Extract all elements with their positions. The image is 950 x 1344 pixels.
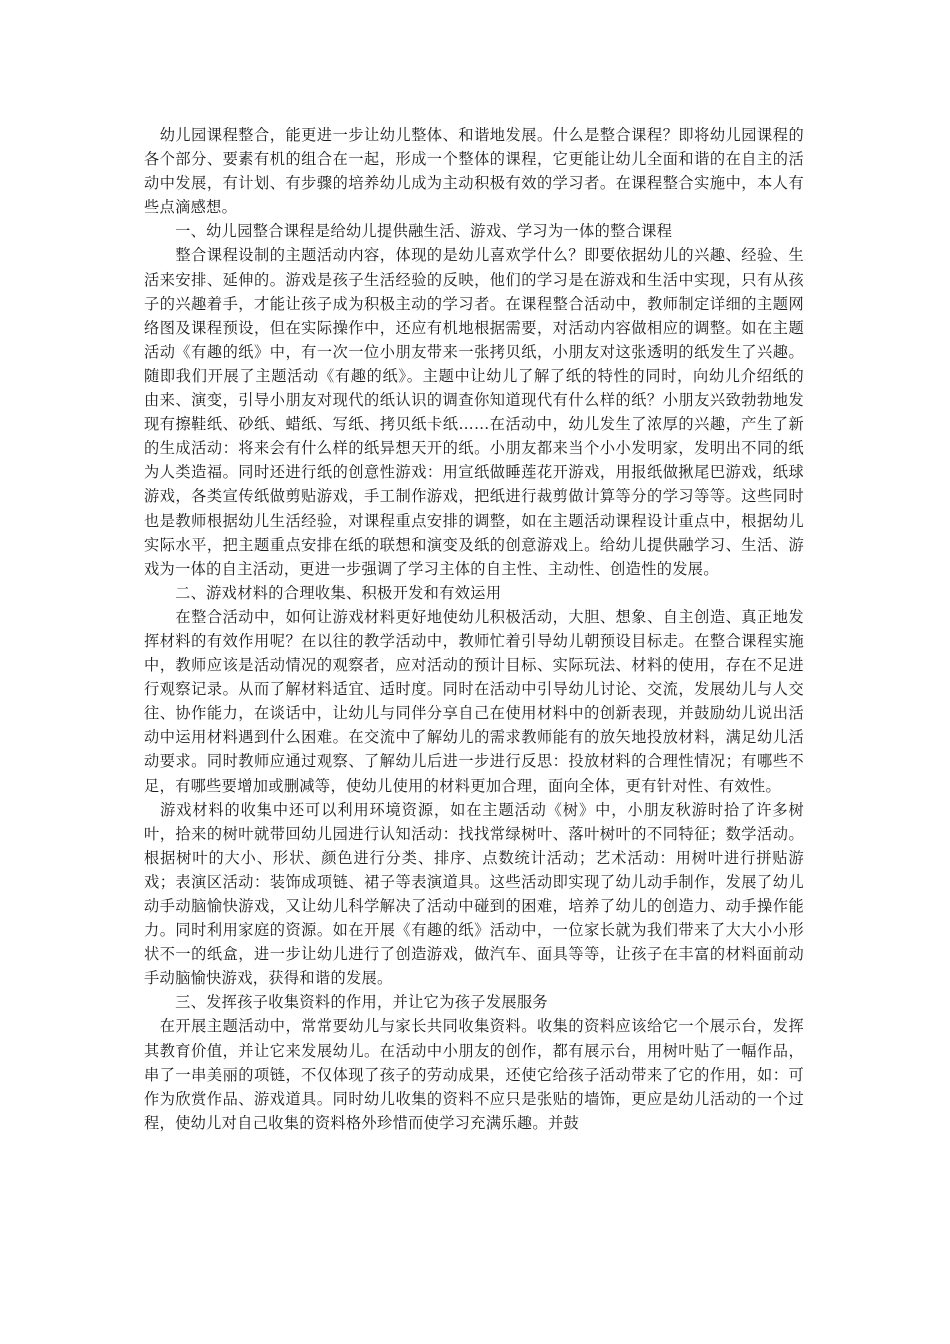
section-3-paragraph: 在开展主题活动中，常常要幼儿与家长共同收集资料。收集的资料应该给它一个展示台，发挥其教育价值，并让它来发展幼儿。在活动中小朋友的创作，都有展示台，用树叶贴了一幅作品，串了一串美丽的项链，不仅体现了孩子的劳动成果，还使它给孩子活动带来了它的作用，如：可作为欣赏作品、游戏道具。同时幼儿收集的资料不应只是张贴的墙饰，更应是幼儿活动的一个过程，使幼儿对自己收集的资料格外珍惜而使学习充满乐趣。并鼓 [144,1017,804,1132]
document-body [144,123,804,1135]
section-heading-3: 三、发挥孩子收集资料的作用，并让它为孩子发展服务 [144,993,548,1012]
section-heading-2: 二、游戏材料的合理收集、积极开发和有效运用 [144,583,502,602]
intro-paragraph: 幼儿园课程整合，能更进一步让幼儿整体、和谐地发展。什么是整合课程？即将幼儿园课程的各个部分、要素有机的组合在一起，形成一个整体的课程，它更能让幼儿全面和谐的在自主的活动中发展，有计划、有步骤的培养幼儿成为主动积极有效的学习者。在课程整合实施中，本人有些点滴感想。 [144,126,804,217]
section-heading-1: 一、幼儿园整合课程是给幼儿提供融生活、游戏、学习为一体的整合课程 [144,222,673,241]
section-1-paragraph: 整合课程设制的主题活动内容，体现的是幼儿喜欢学什么？即要依据幼儿的兴趣、经验、生活来安排、延伸的。游戏是孩子生活经验的反映，他们的学习是在游戏和生活中实现，只有从孩子的兴趣着手，才能让孩子成为积极主动的学习者。在课程整合活动中，教师制定详细的主题网络图及课程预设，但在实际操作中，还应有机地根据需要，对活动内容做相应的调整。如在主题活动《有趣的纸》中，有一次一位小朋友带来一张拷贝纸，小朋友对这张透明的纸发生了兴趣。随即我们开展了主题活动《有趣的纸》。主题中让幼儿了解了纸的特性的同时，向幼儿介绍纸的由来、演变，引导小朋友对现代的纸认识的调查你知道现代有什么样的纸？小朋友兴致勃勃地发现有擦鞋纸、砂纸、蜡纸、写纸、拷贝纸卡纸……在活动中，幼儿发生了浓厚的兴趣，产生了新的生成活动：将来会有什么样的纸异想天开的纸。小朋友都来当个小小发明家，发明出不同的纸为人类造福。同时还进行纸的创意性游戏：用宣纸做睡莲花开游戏，用报纸做揪尾巴游戏，纸球游戏，各类宣传纸做剪贴游戏，手工制作游戏，把纸进行裁剪做计算等分的学习等等。这些同时也是教师根据幼儿生活经验，对课程重点安排的调整，如在主题活动课程设计重点中，根据幼儿实际水平，把主题重点安排在纸的联想和演变及纸的创意游戏上。给幼儿提供融学习、生活、游戏为一体的自主活动，更进一步强调了学习主体的自主性、主动性、创造性的发展。 [144,246,804,578]
section-2-paragraph-2: 游戏材料的收集中还可以利用环境资源，如在主题活动《树》中，小朋友秋游时拾了许多树叶，拾来的树叶就带回幼儿园进行认知活动：找找常绿树叶、落叶树叶的不同特征；数学活动。根据树叶的大小、形状、颜色进行分类、排序、点数统计活动；艺术活动：用树叶进行拼贴游戏；表演区活动：装饰成项链、裙子等表演道具。这些活动即实现了幼儿动手制作，发展了幼儿动手动脑愉快游戏，又让幼儿科学解决了活动中碰到的困难，培养了幼儿的创造力、动手操作能力。同时利用家庭的资源。如在开展《有趣的纸》活动中，一位家长就为我们带来了大大小小形状不一的纸盒，进一步让幼儿进行了创造游戏，做汽车、面具等等，让孩子在丰富的材料面前动手动脑愉快游戏，获得和谐的发展。 [144,800,804,988]
section-2-paragraph-1: 在整合活动中，如何让游戏材料更好地使幼儿积极活动，大胆、想象、自主创造、真正地发挥材料的有效作用呢？在以往的教学活动中，教师忙着引导幼儿朝预设目标走。在整合课程实施中，教师应该是活动情况的观察者，应对活动的预计目标、实际玩法、材料的使用，存在不足进行观察记录。从而了解材料适宜、适时度。同时在活动中引导幼儿讨论、交流，发展幼儿与人交往、协作能力，在谈话中，让幼儿与同伴分享自己在使用材料中的创新表现，并鼓励幼儿说出活动中运用材料遇到什么困难。在交流中了解幼儿的需求教师能有的放矢地投放材料，满足幼儿活动要求。同时教师应通过观察、了解幼儿后进一步进行反思：投放材料的合理性情况；有哪些不足，有哪些要增加或删减等，使幼儿使用的材料更加合理，面向全体，更有针对性、有效性。 [144,607,804,795]
